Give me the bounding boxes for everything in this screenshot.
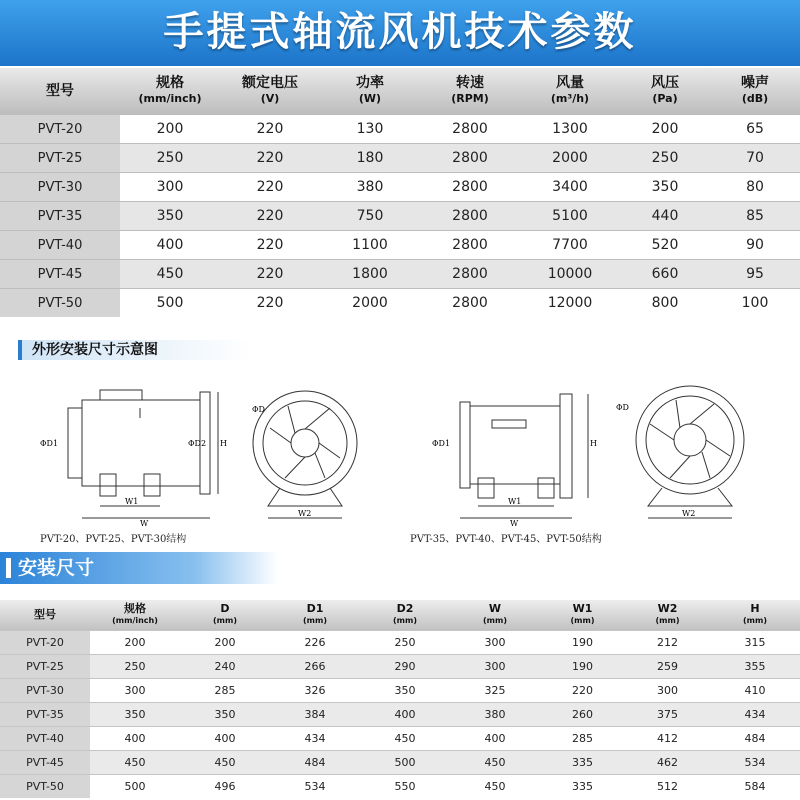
inlet-flange-shape xyxy=(68,408,82,478)
table-cell: 220 xyxy=(220,173,320,202)
table-cell: 250 xyxy=(120,144,220,173)
model-cell: PVT-20 xyxy=(0,115,120,144)
table-cell: 285 xyxy=(180,679,270,703)
table-cell: 750 xyxy=(320,202,420,231)
table-cell: 200 xyxy=(90,631,180,655)
column-header xyxy=(120,68,220,115)
label-d2: ΦD2 xyxy=(188,439,207,448)
model-cell: PVT-45 xyxy=(0,260,120,289)
column-header-unit: (m³/h) xyxy=(550,92,590,105)
table-cell: 3400 xyxy=(520,173,620,202)
install-table-body xyxy=(0,631,800,799)
table-cell: 2000 xyxy=(520,144,620,173)
table-cell: 70 xyxy=(710,144,800,173)
table-cell: 335 xyxy=(540,751,625,775)
column-header-unit: (mm) xyxy=(743,616,767,625)
table-cell: 2800 xyxy=(420,231,520,260)
column-header xyxy=(520,68,620,115)
table-cell: 400 xyxy=(120,231,220,260)
column-header-unit: (mm/inch) xyxy=(138,92,202,105)
table-cell: 259 xyxy=(625,655,710,679)
column-header-label: D xyxy=(220,602,230,615)
table-cell: 10000 xyxy=(520,260,620,289)
label-w: W xyxy=(510,519,519,528)
column-header xyxy=(420,68,520,115)
table-cell: 484 xyxy=(710,727,800,751)
model-cell: PVT-50 xyxy=(0,289,120,318)
column-header xyxy=(0,600,90,631)
table-row xyxy=(0,231,800,260)
table-cell: 350 xyxy=(360,679,450,703)
table-cell: 450 xyxy=(180,751,270,775)
table-cell: 410 xyxy=(710,679,800,703)
column-header-unit: (mm) xyxy=(655,616,680,625)
table-cell: 220 xyxy=(220,231,320,260)
table-cell: 100 xyxy=(710,289,800,318)
table-cell: 434 xyxy=(710,703,800,727)
column-header-label: 型号 xyxy=(46,83,74,99)
model-cell: PVT-25 xyxy=(0,655,90,679)
column-header xyxy=(450,600,540,631)
table-cell: 412 xyxy=(625,727,710,751)
table-cell: 400 xyxy=(360,703,450,727)
column-header-label: 型号 xyxy=(34,608,56,621)
column-header-unit: (mm) xyxy=(483,616,507,625)
spec-table-body xyxy=(0,115,800,318)
table-cell: 512 xyxy=(625,775,710,799)
column-header-label: W1 xyxy=(572,602,593,615)
table-cell: 2800 xyxy=(420,144,520,173)
column-header-label: 额定电压 xyxy=(242,75,298,91)
column-header-label: 风压 xyxy=(651,75,679,91)
handle-shape xyxy=(492,420,526,428)
table-cell: 300 xyxy=(450,655,540,679)
column-header xyxy=(710,68,800,115)
column-header xyxy=(710,600,800,631)
model-cell: PVT-30 xyxy=(0,173,120,202)
table-cell: 534 xyxy=(270,775,360,799)
table-cell: 220 xyxy=(220,202,320,231)
table-row xyxy=(0,260,800,289)
table-row xyxy=(0,631,800,655)
column-header-label: 噪声 xyxy=(741,75,769,91)
label-d1: ΦD1 xyxy=(40,439,59,448)
model-cell: PVT-30 xyxy=(0,679,90,703)
table-cell: 534 xyxy=(710,751,800,775)
table-cell: 90 xyxy=(710,231,800,260)
table-cell: 500 xyxy=(120,289,220,318)
table-cell: 180 xyxy=(320,144,420,173)
fan-diagram-large xyxy=(430,378,770,528)
label-d1: ΦD1 xyxy=(432,439,451,448)
column-header xyxy=(620,68,710,115)
table-cell: 220 xyxy=(220,260,320,289)
table-cell: 200 xyxy=(180,631,270,655)
handle-shape xyxy=(100,390,142,400)
table-cell: 212 xyxy=(625,631,710,655)
table-cell: 226 xyxy=(270,631,360,655)
model-cell: PVT-40 xyxy=(0,727,90,751)
table-cell: 260 xyxy=(540,703,625,727)
table-row xyxy=(0,289,800,318)
column-header xyxy=(0,68,120,115)
table-cell: 200 xyxy=(620,115,710,144)
label-d: ΦD xyxy=(252,405,265,414)
label-w2: W2 xyxy=(298,509,312,518)
table-cell: 220 xyxy=(220,144,320,173)
column-header-label: 规格 xyxy=(156,75,184,91)
fan-housing-shape xyxy=(470,406,560,484)
table-cell: 450 xyxy=(450,751,540,775)
table-cell: 190 xyxy=(540,655,625,679)
model-cell: PVT-35 xyxy=(0,202,120,231)
table-cell: 285 xyxy=(540,727,625,751)
table-cell: 300 xyxy=(450,631,540,655)
table-row xyxy=(0,173,800,202)
table-cell: 1800 xyxy=(320,260,420,289)
column-header xyxy=(90,600,180,631)
table-cell: 380 xyxy=(320,173,420,202)
column-header xyxy=(270,600,360,631)
table-cell: 95 xyxy=(710,260,800,289)
table-cell: 2000 xyxy=(320,289,420,318)
table-cell: 2800 xyxy=(420,289,520,318)
spec-header-row xyxy=(0,68,800,115)
column-header-unit: (W) xyxy=(358,92,382,105)
table-cell: 85 xyxy=(710,202,800,231)
fan-housing-shape xyxy=(82,400,200,486)
table-cell: 335 xyxy=(540,775,625,799)
title-banner xyxy=(0,0,800,66)
table-cell: 484 xyxy=(270,751,360,775)
table-row xyxy=(0,727,800,751)
inlet-flange-shape xyxy=(460,402,470,488)
column-header-unit: (mm) xyxy=(570,616,595,625)
table-cell: 450 xyxy=(450,775,540,799)
column-header-label: D1 xyxy=(306,602,324,615)
table-cell: 450 xyxy=(360,727,450,751)
table-cell: 290 xyxy=(360,655,450,679)
label-h: H xyxy=(220,439,227,448)
table-cell: 326 xyxy=(270,679,360,703)
column-header-unit: (mm/inch) xyxy=(112,616,158,625)
table-cell: 350 xyxy=(620,173,710,202)
model-cell: PVT-40 xyxy=(0,231,120,260)
column-header-label: W xyxy=(488,602,502,615)
column-header xyxy=(320,68,420,115)
table-cell: 300 xyxy=(120,173,220,202)
table-cell: 2800 xyxy=(420,173,520,202)
table-cell: 800 xyxy=(620,289,710,318)
model-cell: PVT-35 xyxy=(0,703,90,727)
column-header-unit: (mm) xyxy=(303,616,327,625)
model-cell: PVT-45 xyxy=(0,751,90,775)
table-cell: 300 xyxy=(625,679,710,703)
table-cell: 80 xyxy=(710,173,800,202)
table-cell: 2800 xyxy=(420,260,520,289)
table-cell: 1100 xyxy=(320,231,420,260)
column-header xyxy=(360,600,450,631)
label-w: W xyxy=(140,519,149,528)
table-cell: 220 xyxy=(540,679,625,703)
table-cell: 550 xyxy=(360,775,450,799)
table-cell: 300 xyxy=(90,679,180,703)
table-cell: 350 xyxy=(180,703,270,727)
model-cell: PVT-20 xyxy=(0,631,90,655)
install-table xyxy=(0,600,800,798)
table-cell: 240 xyxy=(180,655,270,679)
table-cell: 250 xyxy=(360,631,450,655)
table-cell: 500 xyxy=(360,751,450,775)
column-header-label: W2 xyxy=(657,602,678,615)
table-cell: 520 xyxy=(620,231,710,260)
label-w2: W2 xyxy=(682,509,696,518)
label-d: ΦD xyxy=(616,403,629,412)
model-cell: PVT-50 xyxy=(0,775,90,799)
table-cell: 500 xyxy=(90,775,180,799)
table-cell: 266 xyxy=(270,655,360,679)
table-cell: 315 xyxy=(710,631,800,655)
caption-large: PVT-35、PVT-40、PVT-45、PVT-50结构 xyxy=(410,534,602,545)
fan-diagram-small xyxy=(40,378,370,528)
table-cell: 434 xyxy=(270,727,360,751)
table-cell: 200 xyxy=(120,115,220,144)
column-header-label: H xyxy=(750,602,760,615)
table-cell: 350 xyxy=(120,202,220,231)
install-header-row xyxy=(0,600,800,631)
table-cell: 375 xyxy=(625,703,710,727)
table-cell: 450 xyxy=(120,260,220,289)
column-header-unit: (mm) xyxy=(213,616,237,625)
column-header-label: 规格 xyxy=(124,602,146,615)
column-header-unit: (Pa) xyxy=(652,92,678,105)
table-cell: 384 xyxy=(270,703,360,727)
table-cell: 400 xyxy=(180,727,270,751)
table-cell: 380 xyxy=(450,703,540,727)
table-row xyxy=(0,679,800,703)
column-header xyxy=(625,600,710,631)
table-cell: 660 xyxy=(620,260,710,289)
table-cell: 250 xyxy=(620,144,710,173)
table-row xyxy=(0,655,800,679)
column-header-label: 风量 xyxy=(556,75,584,91)
table-cell: 2800 xyxy=(420,115,520,144)
diagram-section-title: 外形安装尺寸示意图 xyxy=(18,340,252,360)
table-cell: 400 xyxy=(90,727,180,751)
column-header-label: 功率 xyxy=(356,75,384,91)
column-header xyxy=(540,600,625,631)
table-cell: 496 xyxy=(180,775,270,799)
label-h: H xyxy=(590,439,597,448)
model-cell: PVT-25 xyxy=(0,144,120,173)
table-row xyxy=(0,775,800,799)
column-header xyxy=(220,68,320,115)
table-cell: 400 xyxy=(450,727,540,751)
column-header xyxy=(180,600,270,631)
table-cell: 2800 xyxy=(420,202,520,231)
table-cell: 12000 xyxy=(520,289,620,318)
table-cell: 440 xyxy=(620,202,710,231)
label-w1: W1 xyxy=(508,497,522,506)
column-header-unit: (RPM) xyxy=(451,92,489,105)
table-cell: 325 xyxy=(450,679,540,703)
table-cell: 220 xyxy=(220,289,320,318)
table-cell: 250 xyxy=(90,655,180,679)
table-cell: 5100 xyxy=(520,202,620,231)
column-header-label: D2 xyxy=(396,602,414,615)
install-section-title: 安装尺寸 xyxy=(0,552,278,584)
column-header-unit: (mm) xyxy=(393,616,417,625)
table-cell: 1300 xyxy=(520,115,620,144)
caption-small: PVT-20、PVT-25、PVT-30结构 xyxy=(40,534,187,545)
table-cell: 462 xyxy=(625,751,710,775)
column-header-unit: (dB) xyxy=(741,92,769,105)
table-cell: 7700 xyxy=(520,231,620,260)
column-header-unit: (V) xyxy=(260,92,280,105)
table-cell: 584 xyxy=(710,775,800,799)
table-row xyxy=(0,115,800,144)
table-cell: 190 xyxy=(540,631,625,655)
table-row xyxy=(0,751,800,775)
label-w1: W1 xyxy=(125,497,139,506)
table-cell: 130 xyxy=(320,115,420,144)
page-title: 手提式轴流风机技术参数 xyxy=(163,9,637,55)
table-cell: 450 xyxy=(90,751,180,775)
table-cell: 65 xyxy=(710,115,800,144)
column-header-label: 转速 xyxy=(456,75,484,91)
table-row xyxy=(0,144,800,173)
table-cell: 220 xyxy=(220,115,320,144)
table-cell: 350 xyxy=(90,703,180,727)
table-row xyxy=(0,202,800,231)
outlet-flange-shape xyxy=(560,394,572,498)
spec-table xyxy=(0,68,800,317)
table-row xyxy=(0,703,800,727)
table-cell: 355 xyxy=(710,655,800,679)
